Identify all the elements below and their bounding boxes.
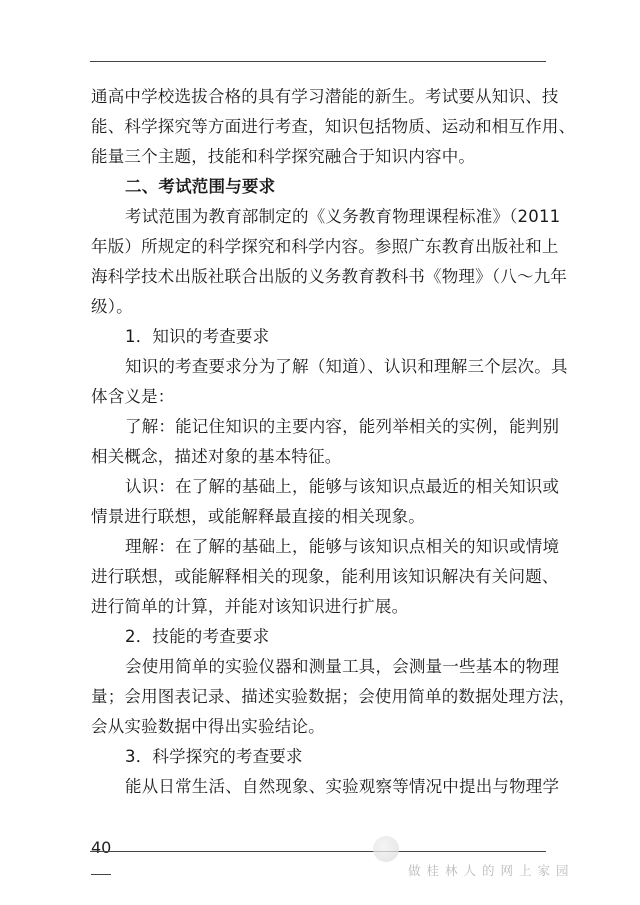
subsection-heading: 2．技能的考查要求 bbox=[125, 627, 270, 646]
body-line: 理解：在了解的基础上，能够与该知识点相关的知识或情境 bbox=[125, 537, 560, 556]
watermark-logo-icon bbox=[373, 836, 399, 862]
watermark-text: 做桂林人的网上家园 bbox=[408, 863, 575, 878]
body-line: 能量三个主题，技能和科学探究融合于知识内容中。 bbox=[91, 147, 476, 166]
body-line: 量；会用图表记录、描述实验数据；会使用简单的数据处理方法， bbox=[91, 687, 576, 706]
body-line: 海科学技术出版社联合出版的义务教育教科书《物理》（八～九年 bbox=[91, 267, 568, 286]
body-line: 通高中学校选拔合格的具有学习潜能的新生。考试要从知识、技 bbox=[91, 87, 559, 106]
body-line: 进行简单的计算，并能对该知识进行扩展。 bbox=[91, 597, 409, 616]
subsection-heading: 3．科学探究的考查要求 bbox=[125, 747, 303, 766]
body-line: 会使用简单的实验仪器和测量工具，会测量一些基本的物理 bbox=[125, 657, 560, 676]
body-line: 知识的考查要求分为了解（知道）、认识和理解三个层次。具 bbox=[125, 357, 568, 376]
footer-short-rule bbox=[91, 874, 111, 875]
body-line: 进行联想，或能解释相关的现象，能利用该知识解决有关问题、 bbox=[91, 567, 559, 586]
body-line: 会从实验数据中得出实验结论。 bbox=[91, 717, 325, 736]
page-number: 40 bbox=[91, 838, 112, 857]
body-line: 考试范围为教育部制定的《义务教育物理课程标准》（2011 bbox=[125, 207, 561, 226]
footer-rule bbox=[90, 851, 546, 852]
subsection-heading: 1．知识的考查要求 bbox=[125, 327, 270, 346]
body-line: 体含义是： bbox=[91, 387, 175, 406]
body-line: 了解：能记住知识的主要内容，能列举相关的实例，能判别 bbox=[125, 417, 560, 436]
body-line: 年版）所规定的科学探究和科学内容。参照广东教育出版社和上 bbox=[91, 237, 559, 256]
body-line: 认识：在了解的基础上，能够与该知识点最近的相关知识或 bbox=[125, 477, 560, 496]
body-line: 相关概念，描述对象的基本特征。 bbox=[91, 447, 342, 466]
body-line: 情景进行联想，或能解释最直接的相关现象。 bbox=[91, 507, 425, 526]
body-line: 能从日常生活、自然现象、实验观察等情况中提出与物理学 bbox=[125, 777, 560, 796]
body-line: 能、科学探究等方面进行考查，知识包括物质、运动和相互作用、 bbox=[91, 117, 576, 136]
header-rule bbox=[90, 61, 546, 62]
section-heading: 二、考试范围与要求 bbox=[125, 177, 276, 196]
document-body bbox=[91, 82, 576, 802]
body-line: 级）。 bbox=[91, 297, 133, 316]
